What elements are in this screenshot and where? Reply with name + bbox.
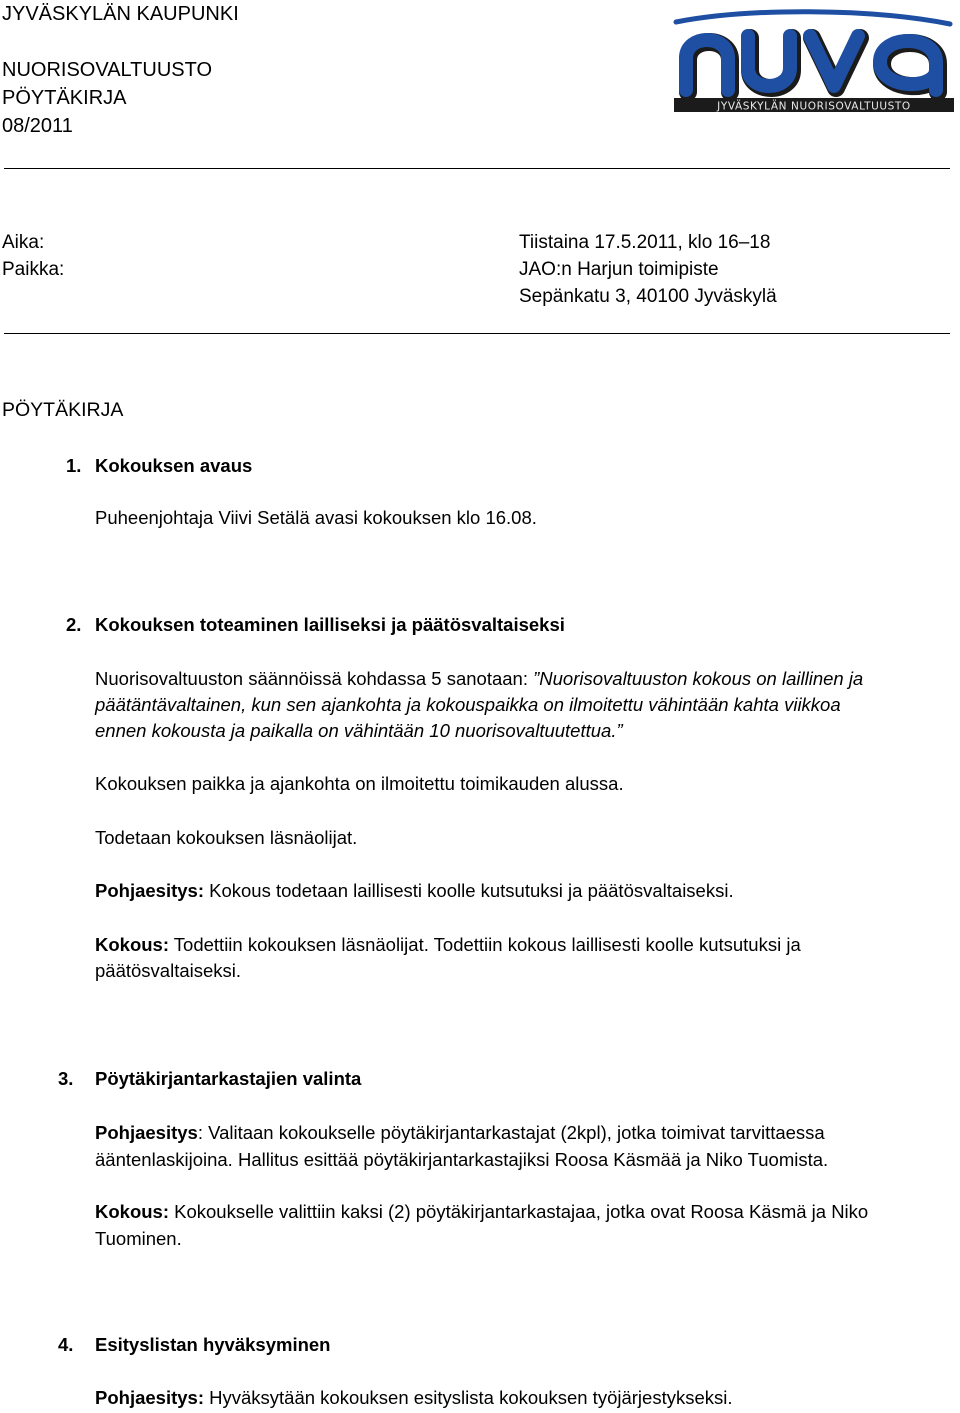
item-3-decision-line-1 — [95, 1201, 868, 1223]
item-4-proposal-label: Pohjaesitys: — [95, 1387, 204, 1408]
item-4-number: 4. — [58, 1334, 74, 1355]
item-4-proposal-text: Hyväksytään kokouksen esityslista kokouksen työjärjestykseksi. — [204, 1387, 733, 1408]
item-2-rule-line-1 — [95, 668, 863, 690]
item-1-text: Puheenjohtaja Viivi Setälä avasi kokouksen klo 16.08. — [95, 507, 537, 528]
item-4-proposal — [95, 1387, 733, 1409]
item-2-rule-line-2: päätäntävaltainen, kun sen ajankohta ja kokouspaikka on ilmoitettu vähintään kahta viikkoa — [95, 694, 841, 715]
item-3-proposal-text: : Valitaan kokoukselle pöytäkirjantarkastajat (2kpl), jotka toimivat tarvittaessa — [197, 1122, 825, 1143]
info-divider — [4, 333, 950, 334]
item-2-note-1: Kokouksen paikka ja ajankohta on ilmoitettu toimikauden alussa. — [95, 773, 624, 794]
item-2-rule-prefix: Nuorisovaltuuston säännöissä kohdassa 5 sanotaan: — [95, 668, 534, 689]
item-2-rule-line-3: ennen kokousta ja paikalla on vähintään 10 nuorisovaltuutettua.” — [95, 720, 623, 741]
item-3-proposal-line-2: ääntenlaskijoina. Hallitus esittää pöytäkirjantarkastajiksi Roosa Käsmää ja Niko Tuomista. — [95, 1149, 829, 1170]
place-line-1: JAO:n Harjun toimipiste — [519, 259, 719, 280]
time-label: Aika: — [2, 232, 45, 253]
item-3-proposal-label: Pohjaesitys — [95, 1122, 198, 1143]
item-3-decision-line-2: Tuominen. — [95, 1228, 182, 1249]
item-3-decision-label: Kokous: — [95, 1201, 169, 1222]
organization-name: JYVÄSKYLÄN KAUPUNKI — [2, 3, 239, 25]
document-number: 08/2011 — [2, 115, 73, 137]
item-2-number: 2. — [66, 614, 82, 635]
item-2-decision-line-2: päätösvaltaiseksi. — [95, 960, 242, 981]
item-2-rule-quote-1: ”Nuorisovaltuuston kokous on laillinen ja — [533, 668, 864, 689]
item-1-number: 1. — [66, 455, 82, 476]
nuva-logo — [668, 6, 958, 116]
item-3-number: 3. — [58, 1068, 74, 1089]
place-line-2: Sepänkatu 3, 40100 Jyväskylä — [519, 286, 777, 307]
nuva-logo-graphic — [668, 6, 958, 116]
logo-caption: JYVÄSKYLÄN NUORISOVALTUUSTO — [717, 100, 911, 113]
item-2-proposal-text: Kokous todetaan laillisesti koolle kutsutuksi ja päätösvaltaiseksi. — [204, 880, 734, 901]
item-2-title: Kokouksen toteaminen lailliseksi ja päätösvaltaiseksi — [95, 614, 565, 635]
body-name: NUORISOVALTUUSTO — [2, 59, 213, 81]
item-2-decision-text: Todettiin kokouksen läsnäolijat. Todettiin kokous laillisesti koolle kutsutuksi ja — [169, 934, 801, 955]
time-value: Tiistaina 17.5.2011, klo 16–18 — [519, 232, 771, 253]
item-2-decision-line-1 — [95, 934, 801, 956]
header-divider — [4, 168, 950, 169]
document-type: PÖYTÄKIRJA — [2, 87, 127, 109]
item-3-proposal-line-1 — [95, 1122, 825, 1144]
item-2-proposal-label: Pohjaesitys: — [95, 880, 204, 901]
item-3-decision-text: Kokoukselle valittiin kaksi (2) pöytäkirjantarkastajaa, jotka ovat Roosa Käsmä ja Niko — [169, 1201, 869, 1222]
item-1-title: Kokouksen avaus — [95, 455, 253, 476]
place-label: Paikka: — [2, 259, 65, 280]
section-title: PÖYTÄKIRJA — [2, 399, 124, 421]
item-2-note-2: Todetaan kokouksen läsnäolijat. — [95, 827, 358, 848]
item-3-title: Pöytäkirjantarkastajien valinta — [95, 1068, 362, 1089]
item-2-proposal — [95, 880, 734, 902]
item-4-title: Esityslistan hyväksyminen — [95, 1334, 331, 1355]
item-2-decision-label: Kokous: — [95, 934, 169, 955]
